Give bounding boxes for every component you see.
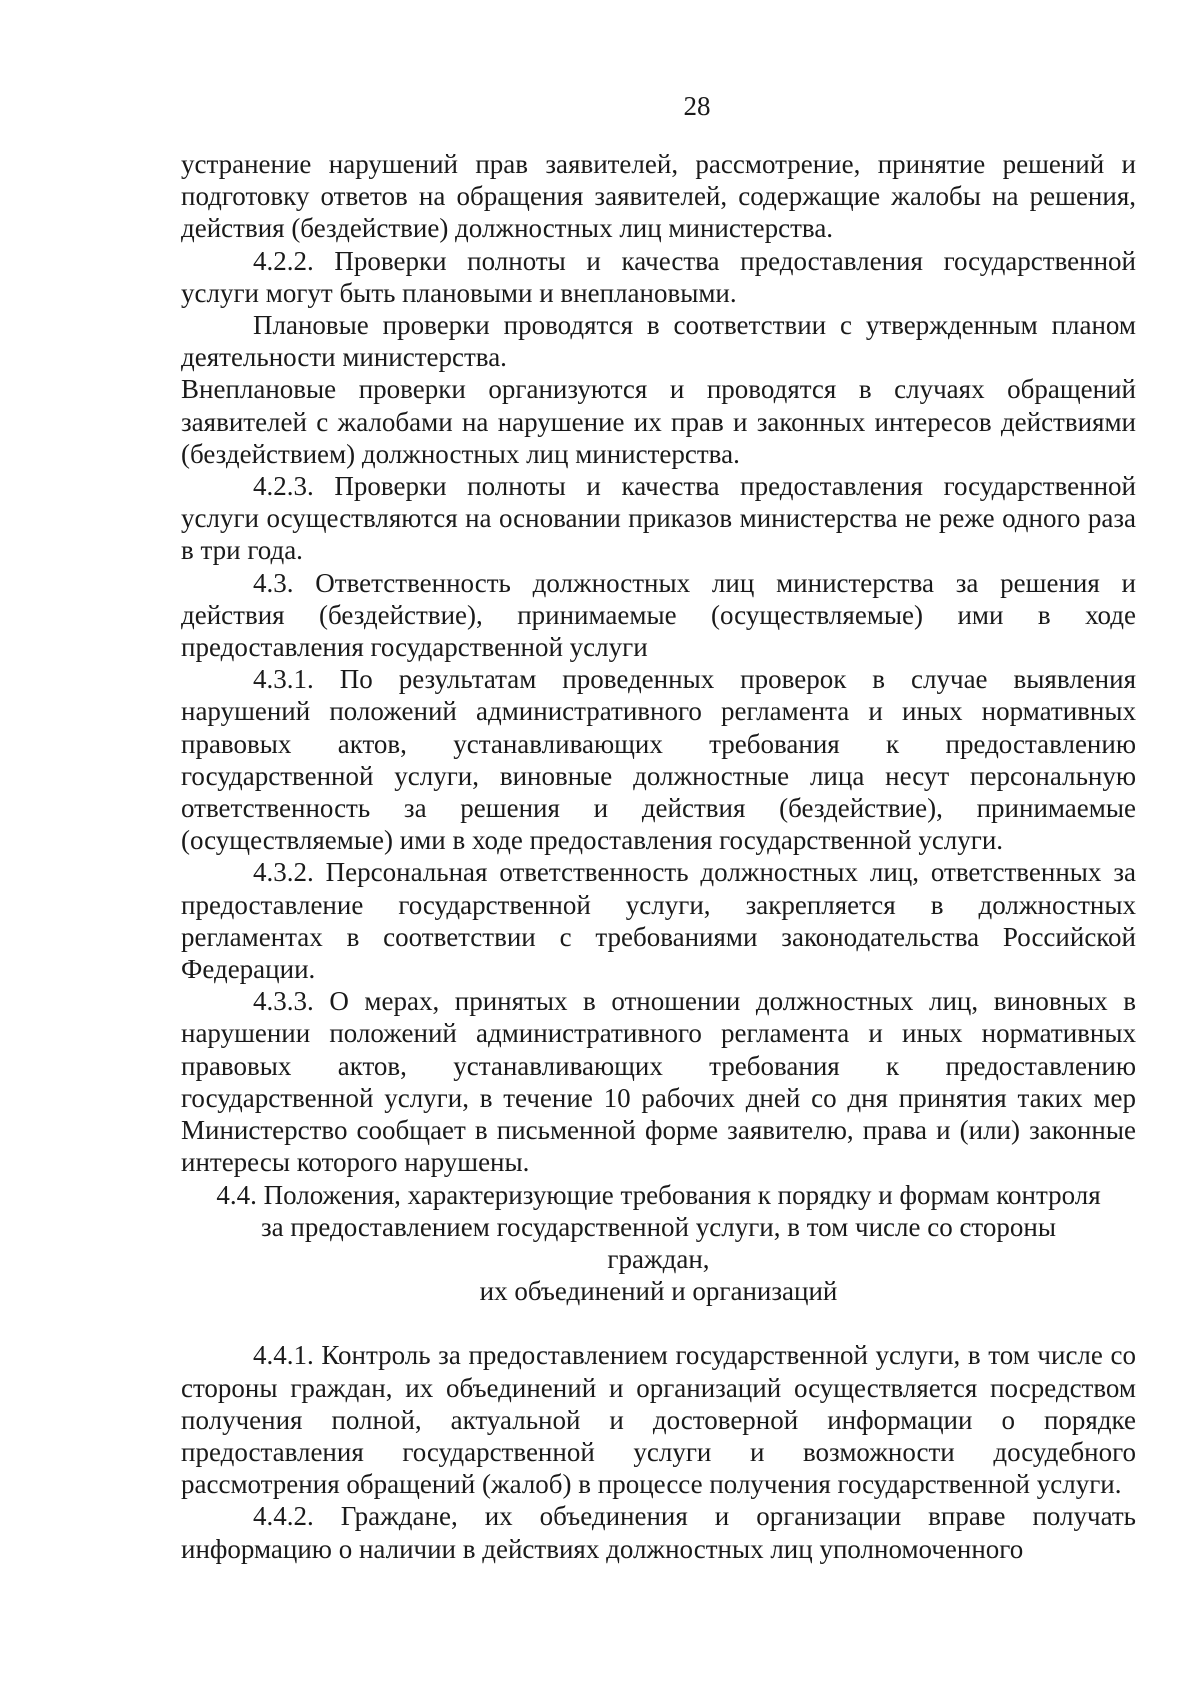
paragraph: Внеплановые проверки организуются и проводятся в случаях обращений заявителей с жалобами на нарушение их прав и законных интересов действиями (бездействием) должностных лиц министерства. — [181, 374, 1136, 469]
paragraph: 4.3.1. По результатам проведенных проверок в случае выявления нарушений положений административного регламента и иных нормативных правовых актов, устанавливающих требования к предоставлению государственной услуги, виновные должностные лица несут персональную ответственность за решения и действия (бездействие), принимаемые (осуществляемые) ими в ходе предоставления государственной услуги. — [181, 664, 1136, 856]
paragraph: 4.3.2. Персональная ответственность должностных лиц, ответственных за предоставление государственной услуги, закрепляется в должностных регламентах в соответствии с требованиями законодательства Российской Федерации. — [181, 857, 1136, 985]
paragraph: 4.3.3. О мерах, принятых в отношении должностных лиц, виновных в нарушении положений административного регламента и иных нормативных правовых актов, устанавливающих требования к предоставлению государственной услуги, в течение 10 рабочих дней со дня принятия таких мер Министерство сообщает в письменной форме заявителю, права и (или) законные интересы которого нарушены. — [181, 986, 1136, 1178]
section-heading-4-4 — [181, 1179, 1136, 1308]
paragraph: 4.3. Ответственность должностных лиц министерства за решения и действия (бездействие), принимаемые (осуществляемые) ими в ходе предоставления государственной услуги — [181, 567, 1136, 663]
heading-line: за предоставлением государственной услуги, в том числе со стороны — [261, 1211, 1056, 1242]
document-body — [181, 148, 1136, 1565]
paragraph: устранение нарушений прав заявителей, рассмотрение, принятие решений и подготовку ответов на обращения заявителей, содержащие жалобы на решения, действия (бездействие) должностных лиц министерства. — [181, 149, 1136, 244]
paragraph: 4.2.3. Проверки полноты и качества предоставления государственной услуги осуществляются на основании приказов министерства не реже одного раза в три года. — [181, 471, 1136, 566]
paragraph: 4.4.2. Граждане, их объединения и организации вправе получать информацию о наличии в действиях должностных лиц уполномоченного — [181, 1501, 1136, 1564]
page-number: 28 — [683, 91, 711, 121]
heading-spacer — [181, 1307, 1136, 1339]
section-before-heading — [181, 148, 1136, 1179]
paragraph: Плановые проверки проводятся в соответствии с утвержденным планом деятельности министерства. — [181, 310, 1136, 373]
heading-line: 4.4. Положения, характеризующие требования к порядку и формам контроля — [216, 1179, 1101, 1210]
paragraph: 4.4.1. Контроль за предоставлением государственной услуги, в том числе со стороны граждан, их объединений и организаций осуществляется посредством получения полной, актуальной и достоверной информации о порядке предоставления государственной услуги и возможности досудебного рассмотрения обращений (жалоб) в процессе получения государственной услуги. — [181, 1340, 1136, 1500]
section-after-heading — [181, 1339, 1136, 1564]
heading-line: граждан, — [607, 1243, 710, 1274]
paragraph: 4.2.2. Проверки полноты и качества предоставления государственной услуги могут быть плановыми и внеплановыми. — [181, 245, 1136, 308]
heading-line: их объединений и организаций — [479, 1276, 838, 1307]
